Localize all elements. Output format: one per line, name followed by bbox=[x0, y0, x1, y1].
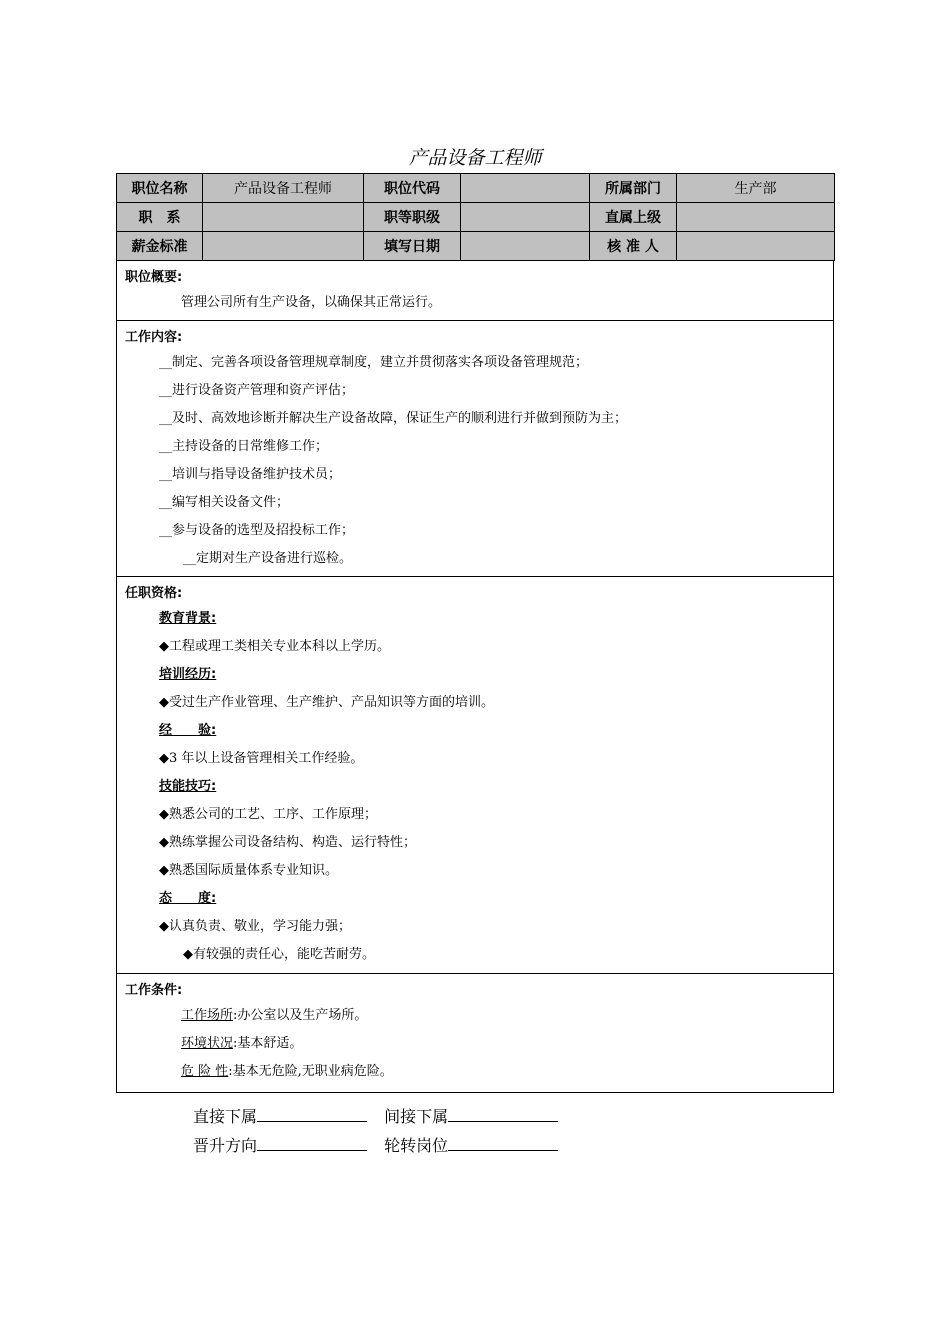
header-row bbox=[117, 203, 835, 232]
duty-item: __进行设备资产管理和资产评估； bbox=[159, 383, 355, 398]
education-item: ◆工程或理工类相关专业本科以上学历。 bbox=[159, 639, 390, 654]
overview-section bbox=[116, 261, 834, 321]
header-value-cell bbox=[461, 203, 590, 232]
header-value-cell bbox=[677, 203, 835, 232]
qualifications-label: 任职资格: bbox=[125, 586, 183, 601]
experience-item: ◆3 年以上设备管理相关工作经验。 bbox=[159, 751, 364, 766]
work-place-value: :办公室以及生产场所。 bbox=[233, 1008, 368, 1023]
attitude-item: ◆认真负责、敬业，学习能力强； bbox=[159, 919, 351, 934]
header-label-cell: 职位代码 bbox=[364, 174, 461, 203]
header-value-cell bbox=[461, 174, 590, 203]
duty-item: __培训与指导设备维护技术员； bbox=[159, 467, 342, 482]
duty-item: __定期对生产设备进行巡检。 bbox=[183, 551, 353, 566]
rotation-post-field[interactable] bbox=[448, 1136, 558, 1151]
risk-value: :基本无危险,无职业病危险。 bbox=[228, 1064, 393, 1079]
duty-item: __参与设备的选型及招投标工作； bbox=[159, 523, 355, 538]
conditions-label: 工作条件: bbox=[125, 983, 183, 998]
duty-item: __编写相关设备文件； bbox=[159, 495, 290, 510]
promotion-path-field[interactable] bbox=[257, 1136, 367, 1151]
conditions-section bbox=[116, 974, 834, 1093]
overview-text: 管理公司所有生产设备，以确保其正常运行。 bbox=[181, 295, 442, 310]
education-label: 教育背景: bbox=[159, 611, 217, 626]
header-label-cell: 职等职级 bbox=[364, 203, 461, 232]
qualifications-section bbox=[116, 577, 834, 974]
footer-row-subordinates bbox=[193, 1104, 570, 1127]
skills-label: 技能技巧: bbox=[159, 779, 217, 794]
page-title: 产品设备工程师 bbox=[408, 147, 542, 169]
rotation-post-label: 轮转岗位 bbox=[384, 1136, 449, 1155]
promotion-path-label: 晋升方向 bbox=[193, 1136, 258, 1155]
attitude-item: ◆有较强的责任心，能吃苦耐劳。 bbox=[183, 947, 375, 962]
header-value-cell: 生产部 bbox=[677, 174, 835, 203]
footer-row-career bbox=[193, 1133, 570, 1156]
header-label-cell: 填写日期 bbox=[364, 232, 461, 261]
risk-row bbox=[125, 1058, 825, 1086]
header-label-cell: 职位名称 bbox=[117, 174, 203, 203]
skills-item: ◆熟悉国际质量体系专业知识。 bbox=[159, 863, 338, 878]
duty-item: __及时、高效地诊断并解决生产设备故障，保证生产的顺利进行并做到预防为主； bbox=[159, 411, 628, 426]
overview-label: 职位概要: bbox=[125, 270, 183, 285]
environment-value: :基本舒适。 bbox=[233, 1036, 303, 1051]
direct-subordinates-field[interactable] bbox=[257, 1107, 367, 1122]
header-label-cell: 直属上级 bbox=[590, 203, 677, 232]
training-label: 培训经历: bbox=[159, 667, 217, 682]
duties-list bbox=[125, 349, 825, 573]
header-value-cell bbox=[461, 232, 590, 261]
header-row bbox=[117, 174, 835, 203]
header-label-cell: 所属部门 bbox=[590, 174, 677, 203]
work-place-label: 工作场所 bbox=[181, 1008, 234, 1023]
header-value-cell bbox=[677, 232, 835, 261]
header-table bbox=[116, 173, 835, 261]
risk-label: 危 险 性 bbox=[181, 1064, 229, 1079]
duty-item: __主持设备的日常维修工作； bbox=[159, 439, 329, 454]
skills-item: ◆熟悉公司的工艺、工序、工作原理； bbox=[159, 807, 377, 822]
work-place-row bbox=[125, 1002, 825, 1030]
header-label-cell: 职 系 bbox=[117, 203, 203, 232]
header-value-cell bbox=[203, 203, 364, 232]
environment-row bbox=[125, 1030, 825, 1058]
header-label-cell: 核 准 人 bbox=[590, 232, 677, 261]
duties-section bbox=[116, 321, 834, 577]
header-value-cell bbox=[203, 232, 364, 261]
skills-item: ◆熟练掌握公司设备结构、构造、运行特性； bbox=[159, 835, 416, 850]
header-value-cell: 产品设备工程师 bbox=[203, 174, 364, 203]
direct-subordinates-label: 直接下属 bbox=[193, 1107, 258, 1126]
indirect-subordinates-field[interactable] bbox=[448, 1107, 558, 1122]
duty-item: __制定、完善各项设备管理规章制度，建立并贯彻落实各项设备管理规范； bbox=[159, 355, 589, 370]
job-description-sheet bbox=[116, 173, 834, 1093]
header-row bbox=[117, 232, 835, 261]
duties-label: 工作内容: bbox=[125, 330, 183, 345]
environment-label: 环境状况 bbox=[181, 1036, 234, 1051]
header-label-cell: 薪金标准 bbox=[117, 232, 203, 261]
experience-label: 经 验: bbox=[159, 723, 217, 738]
attitude-label: 态 度: bbox=[159, 891, 217, 906]
training-item: ◆受过生产作业管理、生产维护、产品知识等方面的培训。 bbox=[159, 695, 494, 710]
indirect-subordinates-label: 间接下属 bbox=[384, 1107, 449, 1126]
